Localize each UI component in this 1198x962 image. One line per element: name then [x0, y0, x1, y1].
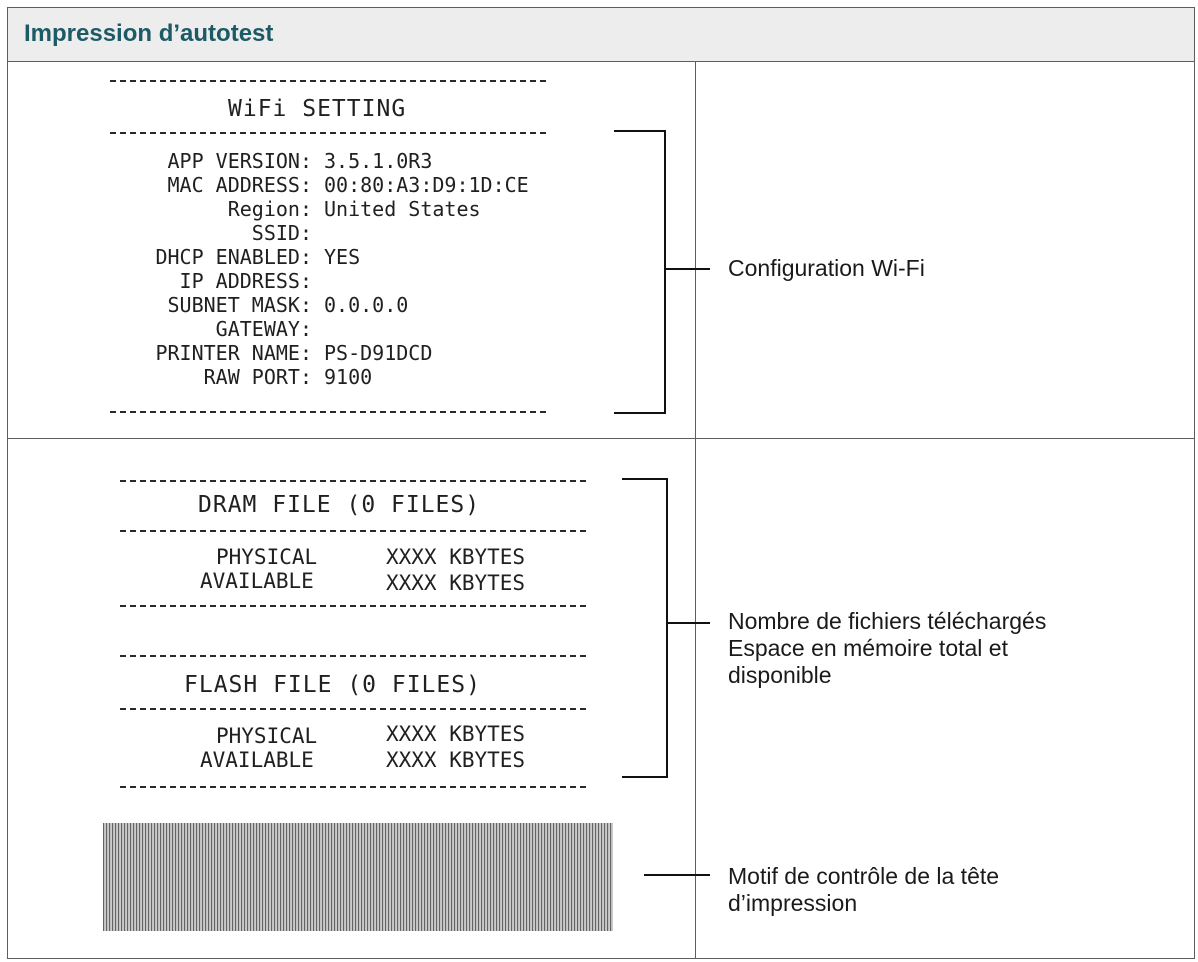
- flash-physical-label: PHYSICAL: [216, 724, 318, 748]
- value-raw-port: 9100: [324, 365, 373, 389]
- flash-available-value: XXXX KBYTES: [386, 748, 526, 772]
- table-header: [8, 8, 1194, 62]
- key-printer-name: PRINTER NAME:: [155, 341, 312, 365]
- dashed-separator: [110, 80, 546, 85]
- table-title: Impression d’autotest: [24, 20, 274, 47]
- dram-physical-value: XXXX KBYTES: [386, 545, 526, 569]
- headcheck-callout-line: [644, 874, 710, 876]
- key-region: Region:: [227, 197, 312, 221]
- flash-file-title: FLASH FILE (0 FILES): [184, 672, 481, 698]
- dashed-separator: [110, 411, 546, 416]
- headcheck-callout-label: Motif de contrôle de la tête d’impression: [728, 863, 1000, 916]
- memory-callout-line: [668, 622, 710, 624]
- key-ip-address: IP ADDRESS:: [179, 269, 312, 293]
- value-subnet-mask: 0.0.0.0: [324, 293, 409, 317]
- dashed-separator: [110, 132, 546, 137]
- flash-physical-value: XXXX KBYTES: [386, 722, 526, 746]
- dashed-separator: [120, 480, 586, 485]
- wifi-setting-title: WiFi SETTING: [228, 96, 407, 122]
- key-ssid: SSID:: [251, 221, 312, 245]
- value-printer-name: PS-D91DCD: [324, 341, 433, 365]
- memory-callout-label: Nombre de fichiers téléchargés Espace en mémoire total et disponible: [728, 608, 1047, 688]
- dashed-separator: [120, 708, 586, 713]
- key-gateway: GATEWAY:: [215, 317, 312, 341]
- wifi-bracket: [614, 130, 666, 414]
- value-region: United States: [324, 197, 481, 221]
- wifi-callout-label: Configuration Wi-Fi: [728, 255, 925, 281]
- dram-physical-label: PHYSICAL: [216, 545, 318, 569]
- value-dhcp-enabled: YES: [324, 245, 361, 269]
- dashed-separator: [120, 655, 586, 660]
- dashed-separator: [120, 605, 586, 610]
- dram-file-title: DRAM FILE (0 FILES): [198, 492, 481, 518]
- head-check-pattern: [103, 823, 613, 931]
- dram-available-value: XXXX KBYTES: [386, 571, 526, 595]
- dashed-separator: [120, 786, 586, 791]
- self-test-table: [7, 7, 1195, 959]
- value-mac-address: 00:80:A3:D9:1D:CE: [324, 173, 529, 197]
- memory-bracket: [622, 478, 668, 778]
- row-divider: [8, 438, 1194, 439]
- dashed-separator: [120, 530, 586, 535]
- key-raw-port: RAW PORT:: [203, 365, 312, 389]
- key-mac-address: MAC ADDRESS:: [167, 173, 312, 197]
- key-dhcp-enabled: DHCP ENABLED:: [155, 245, 312, 269]
- key-app-version: APP VERSION:: [167, 149, 312, 173]
- dram-available-label: AVAILABLE: [200, 569, 314, 593]
- value-app-version: 3.5.1.0R3: [324, 149, 433, 173]
- wifi-callout-line: [666, 268, 710, 270]
- flash-available-label: AVAILABLE: [200, 748, 314, 772]
- key-subnet-mask: SUBNET MASK:: [167, 293, 312, 317]
- column-divider: [695, 62, 696, 959]
